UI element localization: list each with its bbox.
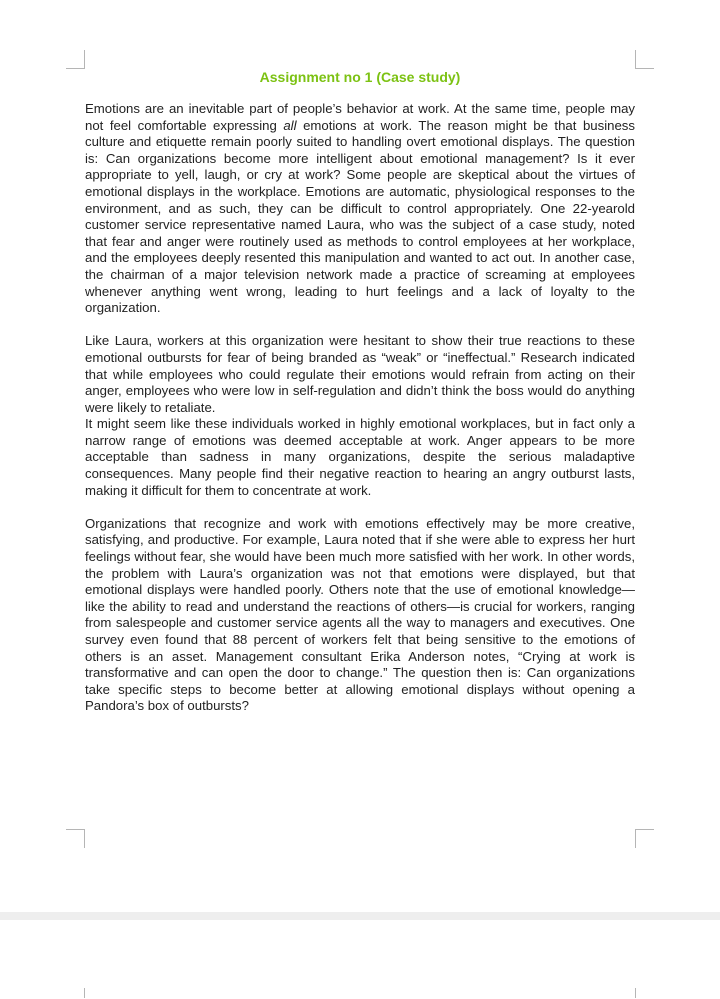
corner-mark-bottom-left: [66, 829, 85, 848]
paragraph-4: Organizations that recognize and work with emotions effectively may be more creative, satisfying, and productive. For example, Laura noted that if she were able to express her hurt feelings without fear, she would have been much more satisfied with her work. In other words, the problem with Laura’s organization was not that emotions were displayed, but that emotional displays were handled poorly. Others note that the use of emotional knowledge—like the ability to read and understand the reactions of others—is crucial for workers, ranging from salespeople and customer service agents all the way to managers and executives. One survey even found that 88 percent of workers felt that being sensitive to the emotions of others is an asset. Management consultant Erika Anderson notes, “Crying at work is transformative and can open the door to change.” The question then is: Can organizations take specific steps to become better at allowing emotional displays without opening a Pandora’s box of outbursts?: [85, 515, 635, 714]
page-2-margin-mark-left: [84, 988, 85, 998]
document-body: [85, 101, 635, 715]
corner-mark-bottom-right: [635, 829, 654, 848]
page-separator: [0, 912, 720, 920]
page-2-margin-mark-right: [635, 988, 636, 998]
corner-mark-top-left: [66, 50, 85, 69]
paragraph-3: It might seem like these individuals worked in highly emotional workplaces, but in fact only a narrow range of emotions was deemed acceptable at work. Anger appears to be more acceptable than sadness in many organizations, despite the serious maladaptive consequences. Many people find their negative reaction to hearing an angry outburst lasts, making it difficult for them to concentrate at work.: [85, 416, 635, 498]
paragraph-1-start: Emotions are an inevitable part of people’s behavior at work. At the same time, people may not feel comfortable expressing: [85, 101, 635, 133]
paragraph-1: [85, 101, 635, 317]
document-page-2: [0, 920, 720, 999]
paragraph-1-end: emotions at work. The reason might be that business culture and etiquette remain poorly suited to handling overt emotional displays. The question is: Can organizations become more intelligent about emotional management? Is it ever appropriate to yell, laugh, or cry at work? Some people are skeptical about the virtues of emotional displays in the workplace. Emotions are automatic, physiological responses to the environment, and as such, they can be difficult to control appropriately. One 22-yearold customer service representative named Laura, who was the subject of a case study, noted that fear and anger were routinely used as methods to control employees at her workplace, and the employees deeply resented this manipulation and wanted to act out. In another case, the chairman of a major television network made a practice of screaming at employees whenever anything went wrong, leading to hurt feelings and a lack of loyalty to the organization.: [85, 117, 635, 316]
paragraph-1-emphasis: all: [283, 117, 297, 133]
paragraph-2: Like Laura, workers at this organization were hesitant to show their true reactions to these emotional outbursts for fear of being branded as “weak” or “ineffectual.” Research indicated that while employees who could regulate their emotions would refrain from acting on their anger, employees who were low in self-regulation and didn’t think the boss would do anything were likely to retaliate.: [85, 333, 635, 415]
document-title: Assignment no 1 (Case study): [259, 69, 461, 85]
corner-mark-top-right: [635, 50, 654, 69]
